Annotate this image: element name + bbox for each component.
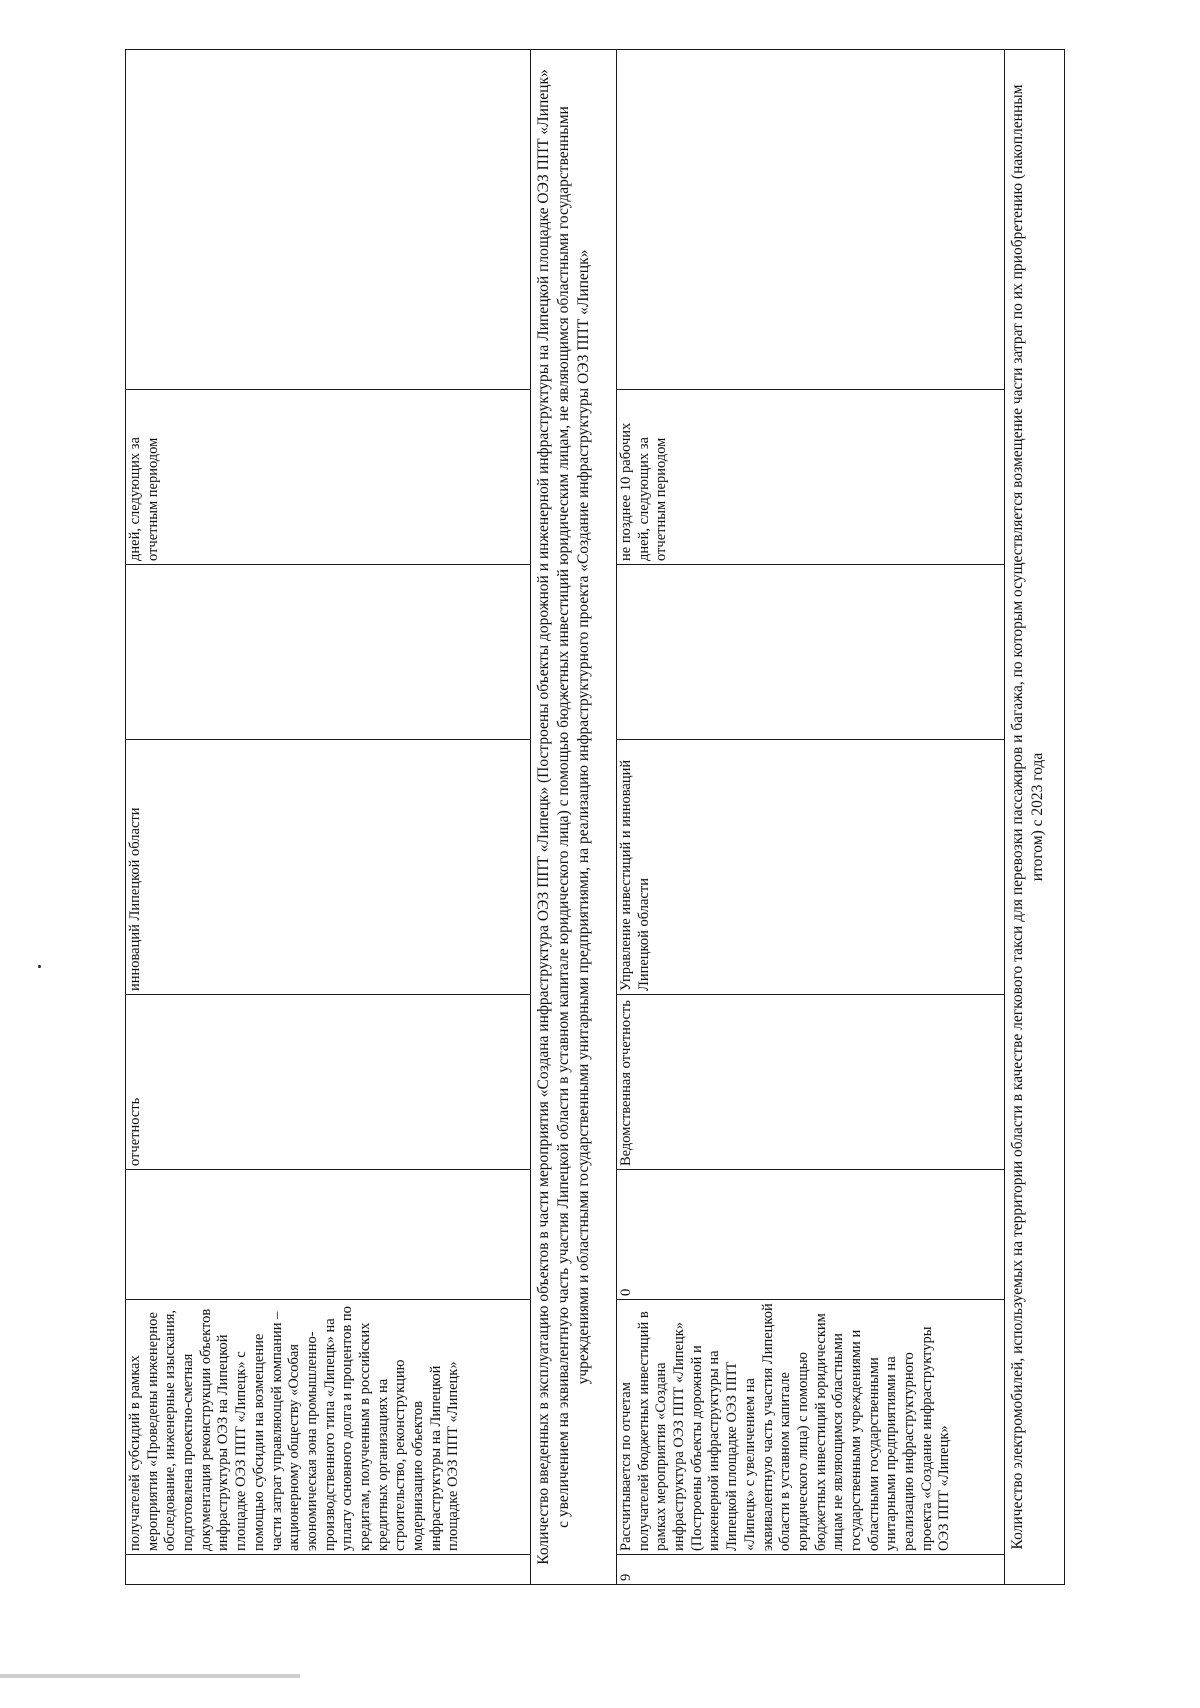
base-value-cell [126,1170,531,1300]
responsible-cell: инноваций Липецкой области [126,740,531,995]
table-row [617,50,1005,1585]
rotated-table-page [125,50,1135,1585]
scan-speck [38,965,41,968]
calculation-method-cell: получателей субсидий в рамках мероприятия «Проведены инженерное обследование, инженерные изыскания, подготовлена проектно-сметная документация реконструкции объектов инфраструктуры ОЭЗ на Липецкой площадке ОЭЗ ППТ «Липецк» с помощью субсидии на возмещение части затрат управляющей компании – акционерному обществу «Особая экономическая зона промышленно-производственного типа «Липецк» на уплату основного долга и процентов по кредитам, полученным в российских кредитных организациях на строительство, реконструкцию модернизацию объектов инфраструктуры на Липецкой площадке ОЭЗ ППТ «Липецк» [126,1300,531,1555]
section-heading-row [531,50,617,1585]
empty-cell [126,565,531,740]
section-heading-row [1005,50,1065,1585]
deadline-cell: не позднее 10 рабочих дней, следующих за отчетным периодом [617,390,1005,565]
section-heading: Количество введенных в эксплуатацию объектов в части мероприятия «Создана инфраструктура ОЭЗ ППТ «Липецк» (Построены объекты дорожной и инженерной инфраструктуры на Липецкой площадке ОЭЗ ППТ «Липецк» с увеличением на эквивалентную часть участия Липецкой области в уставном капитале юридического лица) с помощью бюджетных инвестиций юридическим лицам, не являющимся областными государственными учреждениями и областными государственными унитарными предприятиями, на реализацию инфраструктурного проекта «Создание инфраструктуры ОЭЗ ППТ «Липецк» [531,50,617,1585]
indicator-table [125,49,1065,1585]
table-row [126,50,531,1585]
responsible-cell: Управление инвестиций и инноваций Липецкой области [617,740,1005,995]
data-source-cell: Ведомственная отчетность [617,995,1005,1170]
scan-edge [0,1674,300,1678]
notes-cell [617,50,1005,390]
empty-cell [617,565,1005,740]
deadline-cell: дней, следующих за отчетным периодом [126,390,531,565]
base-value-cell: 0 [617,1170,1005,1300]
section-heading: Количество электромобилей, используемых на территории области в качестве легкового такси для перевозки пассажиров и багажа, по которым осуществляется возмещение части затрат по их приобретению (накопленным итогом) с 2023 года [1005,50,1065,1585]
row-number-cell: 9 [617,1555,1005,1585]
data-source-cell: отчетность [126,995,531,1170]
notes-cell [126,50,531,390]
row-number-cell [126,1555,531,1585]
calculation-method-cell: Рассчитывается по отчетам получателей бюджетных инвестиций в рамках мероприятия «Создана инфраструктура ОЭЗ ППТ «Липецк» (Построены объекты дорожной и инженерной инфраструктуры на Липецкой площадке ОЭЗ ППТ «Липецк» с увеличением на эквивалентную часть участия Липецкой области в уставном капитале юридического лица) с помощью бюджетных инвестиций юридическим лицам не являющимся областными государственными учреждениями и областными государственными унитарными предприятиями на реализацию инфраструктурного проекта «Создание инфраструктуры ОЭЗ ППТ «Липецк» [617,1300,1005,1555]
